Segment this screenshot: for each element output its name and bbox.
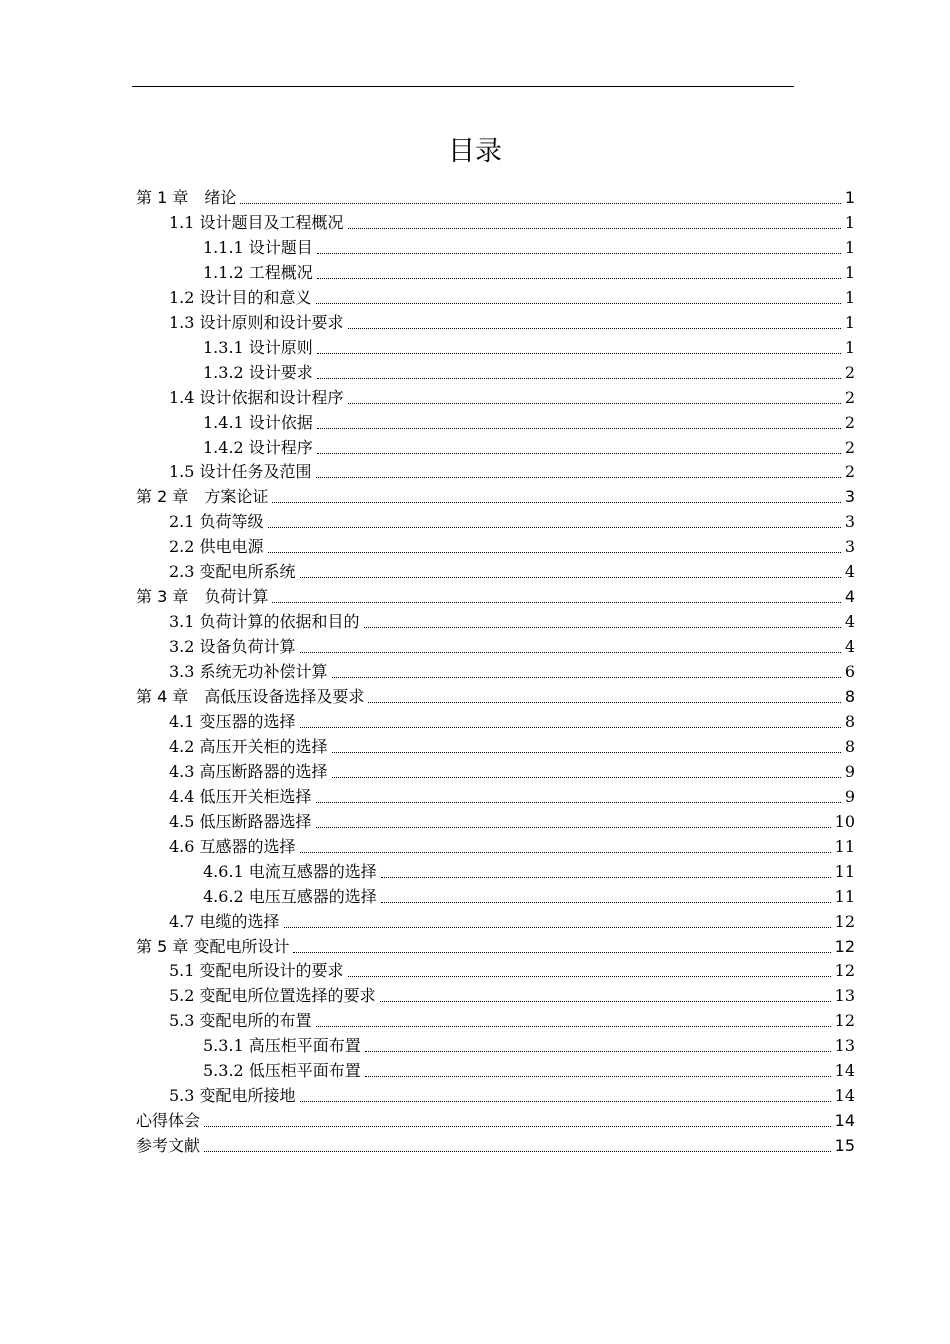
dot-leader [348,228,841,229]
toc-entry-page-number: 12 [834,936,855,956]
toc-entry-label: 1.3.2 设计要求 [203,362,313,382]
toc-entry-label: 4.4 低压开关柜选择 [169,786,312,806]
toc-entry-page-number: 15 [834,1136,855,1156]
toc-entry[interactable] [169,209,855,234]
toc-entry-page-number: 3 [844,512,855,532]
dot-leader [348,976,831,977]
toc-entry-label: 5.3.1 高压柜平面布置 [203,1036,361,1056]
dot-leader [300,852,831,853]
toc-entry-page-number: 9 [844,761,855,781]
toc-entry-label: 1.3 设计原则和设计要求 [169,312,344,332]
toc-entry-label: 第 1 章 绪论 [136,188,237,207]
dot-leader [204,1126,831,1127]
dot-leader [316,802,841,803]
toc-entry-page-number: 12 [834,911,855,931]
toc-entry[interactable] [203,883,855,908]
toc-entry-label: 参考文献 [136,1136,201,1156]
toc-entry-label: 第 5 章 变配电所设计 [136,936,290,956]
toc-entry-page-number: 4 [844,637,855,657]
toc-entry-page-number: 4 [844,612,855,632]
toc-entry-label: 2.2 供电电源 [169,537,264,557]
toc-entry-page-number: 6 [844,662,855,682]
toc-entry-label: 3.1 负荷计算的依据和目的 [169,612,360,632]
toc-entry-label: 4.6.2 电压互感器的选择 [203,886,377,906]
dot-leader [293,952,830,953]
dot-leader [300,652,841,653]
toc-entry-label: 1.1.2 工程概况 [203,262,313,282]
toc-entry-label: 3.3 系统无功补偿计算 [169,662,328,682]
toc-entry[interactable] [203,409,855,434]
dot-leader [381,877,831,878]
dot-leader [332,752,841,753]
toc-entry[interactable] [169,982,855,1007]
toc-entry-page-number: 2 [844,362,855,382]
toc-entry[interactable] [169,833,855,858]
dot-leader [317,353,841,354]
toc-entry[interactable] [203,234,855,259]
toc-entry-label: 5.3 变配电所的布置 [169,1011,312,1031]
dot-leader [272,502,840,503]
toc-entry-label: 4.3 高压断路器的选择 [169,761,328,781]
toc-entry[interactable] [136,1107,855,1132]
toc-entry[interactable] [136,583,855,608]
toc-entry[interactable] [169,1007,855,1032]
dot-leader [332,677,841,678]
toc-entry-page-number: 4 [844,587,855,607]
toc-entry-page-number: 1 [844,262,855,282]
toc-entry-label: 4.7 电缆的选择 [169,911,280,931]
toc-entry-page-number: 11 [834,861,855,881]
toc-entry-label: 3.2 设备负荷计算 [169,637,296,657]
toc-entry[interactable] [169,957,855,982]
toc-entry-page-number: 14 [834,1061,855,1081]
toc-entry[interactable] [203,259,855,284]
toc-entry-page-number: 14 [834,1111,855,1131]
dot-leader [317,453,841,454]
toc-entry-label: 5.3.2 低压柜平面布置 [203,1061,361,1081]
dot-leader [316,827,831,828]
toc-entry-label: 1.3.1 设计原则 [203,337,313,357]
dot-leader [317,378,841,379]
toc-entry[interactable] [203,434,855,459]
toc-entry-page-number: 3 [844,487,855,507]
dot-leader [284,927,831,928]
toc-entry-page-number: 1 [844,312,855,332]
dot-leader [300,577,841,578]
toc-entry[interactable] [203,858,855,883]
toc-entry[interactable] [169,733,855,758]
toc-entry-label: 第 3 章 负荷计算 [136,587,269,607]
toc-entry[interactable] [169,284,855,309]
dot-leader [380,1001,831,1002]
toc-entry-page-number: 12 [834,961,855,981]
dot-leader [300,1101,831,1102]
toc-entry-page-number: 2 [844,437,855,457]
toc-entry-page-number: 3 [844,537,855,557]
dot-leader [364,627,841,628]
toc-entry[interactable] [169,558,855,583]
toc-entry-label: 4.1 变压器的选择 [169,711,296,731]
toc-entry-page-number: 8 [844,711,855,731]
toc-entry-page-number: 4 [844,562,855,582]
page-title: 目录 [448,136,502,167]
toc-entry[interactable] [169,608,855,633]
toc-entry-page-number: 1 [844,287,855,307]
toc-entry-page-number: 9 [844,786,855,806]
toc-entry-label: 1.4.2 设计程序 [203,437,313,457]
toc-entry-label: 4.5 低压断路器选择 [169,811,312,831]
toc-entry[interactable] [169,633,855,658]
toc-entry-page-number: 8 [844,736,855,756]
toc-entry[interactable] [203,1057,855,1082]
toc-entry-label: 1.4.1 设计依据 [203,412,313,432]
toc-entry-page-number: 11 [834,886,855,906]
dot-leader [316,303,841,304]
toc-entry-label: 2.1 负荷等级 [169,512,264,532]
toc-entry-page-number: 1 [844,237,855,257]
header-rule [132,86,794,87]
toc-entry-page-number: 12 [834,1011,855,1031]
toc-entry[interactable] [169,533,855,558]
toc-entry[interactable] [169,309,855,334]
dot-leader [348,403,841,404]
toc-entry-label: 4.6.1 电流互感器的选择 [203,861,377,881]
toc-entry-label: 1.1 设计题目及工程概况 [169,212,344,232]
dot-leader [268,527,841,528]
toc-entry-label: 2.3 变配电所系统 [169,562,296,582]
toc-entry-label: 5.2 变配电所位置选择的要求 [169,986,376,1006]
toc-entry-page-number: 2 [844,462,855,482]
dot-leader [317,278,841,279]
dot-leader [317,428,841,429]
toc-entry-label: 1.2 设计目的和意义 [169,287,312,307]
toc-entry-page-number: 13 [834,1036,855,1056]
toc-entry-page-number: 1 [844,212,855,232]
toc-entry-label: 1.1.1 设计题目 [203,237,313,257]
dot-leader [332,777,841,778]
toc-entry[interactable] [169,758,855,783]
dot-leader [268,552,841,553]
toc-entry[interactable] [169,1082,855,1107]
toc-entry-page-number: 13 [834,986,855,1006]
toc-entry-label: 1.5 设计任务及范围 [169,462,312,482]
toc-entry-label: 心得体会 [136,1111,201,1131]
toc-entry[interactable] [203,334,855,359]
toc-entry-label: 第 2 章 方案论证 [136,487,269,507]
toc-entry[interactable] [136,483,855,508]
dot-leader [365,1076,831,1077]
toc-entry[interactable] [169,783,855,808]
toc-entry-page-number: 1 [844,337,855,357]
toc-entry[interactable] [169,458,855,483]
toc-entry[interactable] [136,683,855,708]
toc-entry[interactable] [136,933,855,958]
toc-entry-page-number: 11 [834,836,855,856]
dot-leader [204,1151,831,1152]
toc-entry-page-number: 1 [844,188,855,207]
toc-entry-page-number: 14 [834,1086,855,1106]
toc-entry[interactable] [203,359,855,384]
toc-entry-page-number: 2 [844,387,855,407]
dot-leader [316,477,841,478]
toc-entry[interactable] [169,658,855,683]
dot-leader [272,602,840,603]
dot-leader [368,702,840,703]
toc-entry[interactable] [203,1032,855,1057]
toc-entry-page-number: 2 [844,412,855,432]
dot-leader [316,1026,831,1027]
toc-entry[interactable] [169,384,855,409]
toc-entry[interactable] [136,184,855,209]
toc-entry-label: 1.4 设计依据和设计程序 [169,387,344,407]
toc-entry[interactable] [169,808,855,833]
toc-entry-label: 4.2 高压开关柜的选择 [169,736,328,756]
toc-entry[interactable] [169,708,855,733]
toc-entry-page-number: 10 [834,811,855,831]
toc-entry-label: 5.3 变配电所接地 [169,1086,296,1106]
toc-entry[interactable] [169,908,855,933]
dot-leader [317,253,841,254]
dot-leader [348,328,841,329]
toc-entry-page-number: 8 [844,687,855,706]
toc-entry-label: 4.6 互感器的选择 [169,836,296,856]
dot-leader [381,902,831,903]
dot-leader [365,1051,831,1052]
dot-leader [240,203,840,204]
toc-entry-label: 5.1 变配电所设计的要求 [169,961,344,981]
toc-entry-label: 第 4 章 高低压设备选择及要求 [136,687,365,706]
dot-leader [300,727,841,728]
toc-entry[interactable] [136,1132,855,1157]
toc-entry[interactable] [169,508,855,533]
